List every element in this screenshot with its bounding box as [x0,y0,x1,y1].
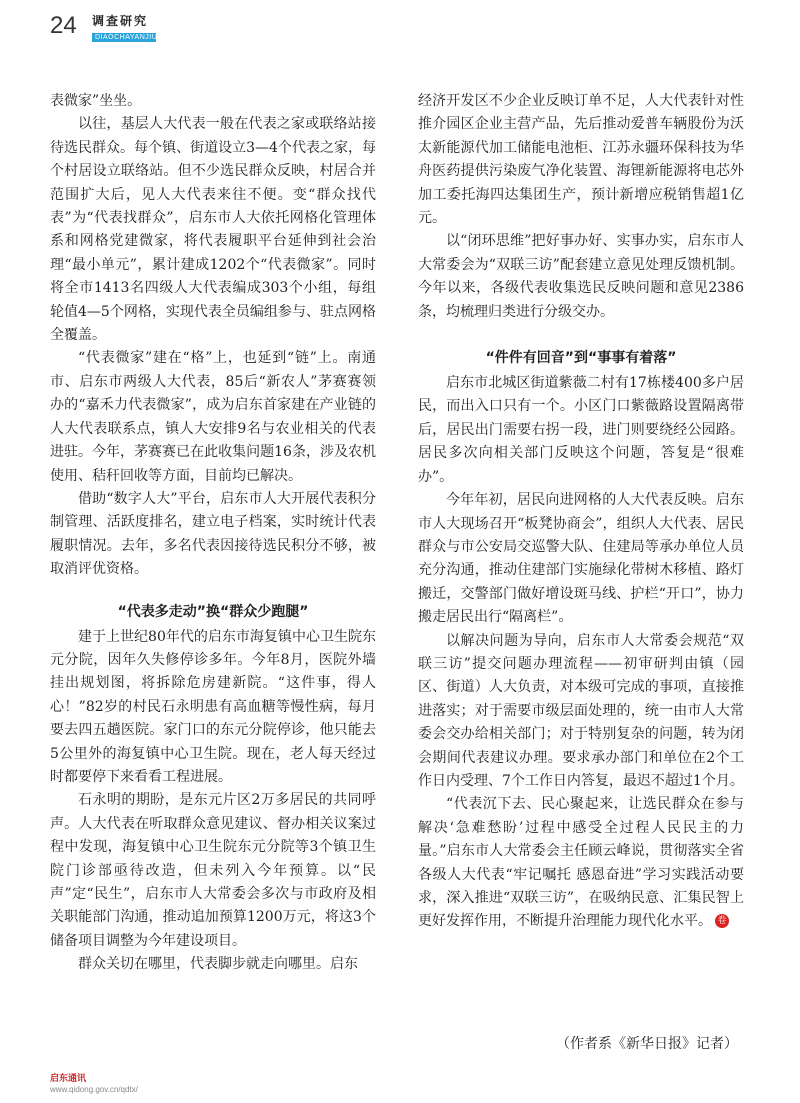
paragraph: 启东市北城区街道紫薇二村有17栋楼400多户居民，而出入口只有一个。小区门口紫薇路设置隔离带后，居民出门需要右拐一段，进门则要绕经公园路。居民多次向相关部门反映这个问题，答复是“很难办”。 [418,375,744,485]
paragraph: 表微家”坐坐。 [50,93,142,109]
page-number: 24 [50,12,77,39]
section-heading: “件件有回音”到“事事有着落” [485,350,677,367]
paragraph-final [418,793,744,933]
end-mark-icon: 卷 [715,914,729,928]
paragraph: 以解决问题为导向，启东市人大常委会规范“双联三访”提交问题办理流程——初审研判由镇（园区、街道）人大负责，对本级可完成的事项，直接推进落实；对于需要市级层面处理的，统一由市人大常委会交办给相关部门；对于特别复杂的问题，转为闭会期间代表建议办理。要求承办部门和单位在2个工作日内受理、7个工作日内答复，最迟不超过1个月。 [418,632,744,789]
right-column [418,90,744,934]
author-byline: （作者系《新华日报》记者） [556,1036,738,1052]
left-column [50,90,376,977]
paragraph: 石永明的期盼，是东元片区2万多居民的共同呼声。人大代表在听取群众意见建议、督办相关议案过程中发现，海复镇中心卫生院东元分院等3个镇卫生院门诊部亟待改造，但未列入今年预算。以“民声”定“民生”，启东市人大常委会多次与市政府及相关职能部门沟通，推动追加预算1200万元，将这3个储备项目调整为今年建设项目。 [50,792,376,949]
paragraph-text: “代表沉下去、民心聚起来，让选民群众在参与解决‘急难愁盼’过程中感受全过程人民民主的力量。”启东市人大常委会主任顾云峰说，贯彻落实全省各级人大代表“牢记嘱托 感恩奋进”学习实践活动要求，深入推进“双联三访”，在吸纳民意、汇集民智上更好发挥作用，不断提升治理能力现代化水平。 [418,796,744,930]
footer-brand: 启东通讯 [50,1073,87,1083]
paragraph: 今年年初，居民向进网格的人大代表反映。启东市人大现场召开“板凳协商会”，组织人大代表、居民群众与市公安局交巡警大队、住建局等承办单位人员充分沟通，推动住建部门实施绿化带树木移植、路灯搬迁，交警部门做好增设斑马线、护栏“开口”，协力搬走居民出行“隔离栏”。 [418,492,744,626]
footer [50,1073,138,1095]
column-title: 调查研究 [92,14,149,28]
paragraph: 以往，基层人大代表一般在代表之家或联络站接待选民群众。每个镇、街道设立3—4个代表之家，每个村居设立联络站。但不少选民群众反映，村居合并范围扩大后，见人大代表来往不便。变“群众找代表”为“代表找群众”，启东市人大依托网格化管理体系和网格党建微家，将代表履职平台延伸到社会治理“最小单元”，累计建成1202个“代表微家”。同时将全市1413名四级人大代表编成303个小组，每组轮值4—5个网格，实现代表全员编组参与、驻点网格全覆盖。 [50,116,376,344]
paragraph: 经济开发区不少企业反映订单不足，人大代表针对性推介园区企业主营产品，先后推动爱普车辆股份为沃太新能源代加工储能电池柜、江苏永疆环保科技为华舟医药提供污染废气净化装置、海锂新能源将电芯外加工委托海四达集团生产，预计新增应税销售超1亿元。 [418,93,744,227]
paragraph: 建于上世纪80年代的启东市海复镇中心卫生院东元分院，因年久失修停诊多年。今年8月，医院外墙挂出规划图，将拆除危房建新院。“这件事，得人心！”82岁的村民石永明患有高血糖等慢性病，每月要去四五趟医院。家门口的东元分院停诊，他只能去5公里外的海复镇中心卫生院。现在，老人每天经过时都要停下来看看工程进展。 [50,628,376,785]
column-header [92,12,156,42]
column-title-pinyin: DIAOCHAYANJIU [92,33,156,42]
paragraph: “代表微家”建在“格”上，也延到“链”上。南通市、启东市两级人大代表，85后“新农人”茅赛赛领办的“嘉禾力代表微家”，成为启东首家建在产业链的人大代表联系点，镇人大安排9名与农业相关的代表进驻。今年，茅赛赛已在此收集问题16条，涉及农机使用、秸秆回收等方面，目前均已解决。 [50,350,376,484]
footer-url: www.qidong.gov.cn/qdtx/ [50,1085,138,1094]
paragraph: 群众关切在哪里，代表脚步就走向哪里。启东 [78,956,358,973]
paragraph: 借助“数字人大”平台，启东市人大开展代表积分制管理、活跃度排名，建立电子档案，实时统计代表履职情况。去年，多名代表因接待选民积分不够，被取消评优资格。 [50,490,376,578]
section-heading: “代表多走动”换“群众少跑腿” [117,603,309,620]
paragraph: 以“闭环思维”把好事办好、实事办实，启东市人大常委会为“双联三访”配套建立意见处理反馈机制。今年以来，各级代表收集选民反映问题和意见2386条，均梳理归类进行分级交办。 [418,233,744,320]
